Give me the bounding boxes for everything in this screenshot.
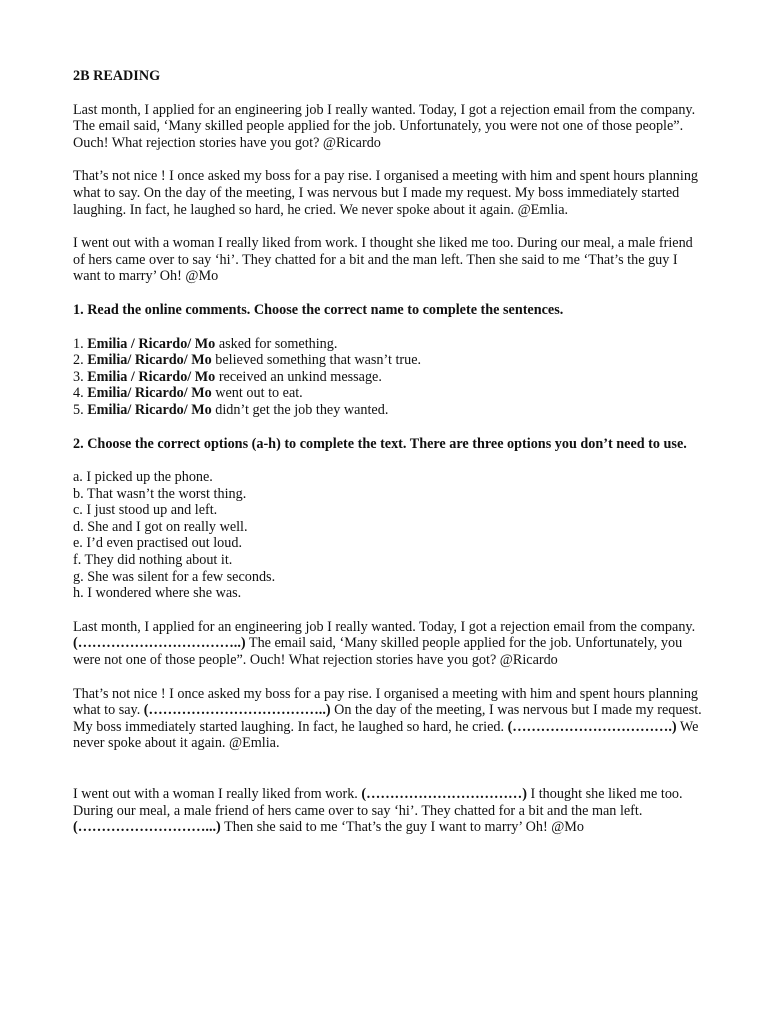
question-1-item [73,336,703,353]
gapped-text-segment: I went out with a woman I really liked from work. [73,786,362,802]
question-1-heading: 1. Read the online comments. Choose the correct name to complete the sentences. [73,301,564,318]
question-1-item [73,352,703,369]
gapped-text-emlia [73,686,703,752]
answer-gap: (………………………...) [73,819,221,836]
gapped-text-ricardo [73,619,703,669]
comment-mo: I went out with a woman I really liked from work. I thought she liked me too. During our meal, a male friend of hers came over to say ‘hi’. They chatted for a bit and the man left. Then she said to me ‘That’s the guy I want to marry’ Oh! @Mo [73,235,693,285]
item-number: 3. [73,368,84,385]
question-1-list [73,336,703,419]
gapped-text-mo [73,786,703,836]
option-item: f. They did nothing about it. [73,552,233,569]
item-number: 5. [73,401,84,418]
comment-ricardo: Last month, I applied for an engineering job I really wanted. Today, I got a rejection email from the company. The email said, ‘Many skilled people applied for the job. Unfortunately, you were not one of those people”. Ouch! What rejection stories have you got? @Ricardo [73,101,696,151]
gapped-text-segment: On the day of the meeting, I was nervous but I made my request. My boss immediately started laughing. In fact, he laughed so hard, he cried. [73,702,702,735]
item-text: went out to eat. [211,385,303,402]
answer-gap: (……………………………..) [73,635,246,652]
question-1-item [73,369,703,386]
item-number: 4. [73,385,84,402]
gapped-text-segment: Then she said to me ‘That’s the guy I want to marry’ Oh! @Mo [220,819,584,836]
name-choices: Emilia / Ricardo/ Mo [87,335,216,352]
answer-gap: (…………………………….) [507,718,677,735]
name-choices: Emilia/ Ricardo/ Mo [87,385,212,402]
item-number: 1. [73,335,84,352]
name-choices: Emilia/ Ricardo/ Mo [87,352,212,369]
answer-gap: (………………………………..) [143,702,331,719]
gapped-text-segment: We never spoke about it again. @Emlia. [73,718,699,752]
question-1-item [73,402,703,419]
item-text: asked for something. [215,335,338,352]
option-item: e. I’d even practised out loud. [73,535,243,552]
option-item: h. I wondered where she was. [73,585,242,602]
item-text: believed something that wasn’t true. [211,352,422,369]
gapped-text-segment: The email said, ‘Many skilled people applied for the job. Unfortunately, you were not one of those people”. Ouch! What rejection stories have you got? @Ricardo [73,635,683,669]
option-item: g. She was silent for a few seconds. [73,568,276,585]
item-text: received an unkind message. [215,368,382,385]
item-text: didn’t get the job they wanted. [211,401,389,418]
option-item: c. I just stood up and left. [73,502,218,519]
answer-gap: (……………………………) [361,786,527,802]
option-item: a. I picked up the phone. [73,469,213,486]
comment-emlia: That’s not nice ! I once asked my boss for a pay rise. I organised a meeting with him and spent hours planning what to say. On the day of the meeting, I was nervous but I made my request. My boss immediately started laughing. In fact, he laughed so hard, he cried. We never spoke about it again. @Emlia. [73,168,699,218]
option-item: b. That wasn’t the worst thing. [73,485,247,502]
gapped-text-segment: Last month, I applied for an engineering job I really wanted. Today, I got a rejection email from the company. [73,618,696,635]
item-number: 2. [73,352,84,369]
option-item: d. She and I got on really well. [73,518,248,535]
name-choices: Emilia / Ricardo/ Mo [87,368,216,385]
question-1-item [73,385,703,402]
gapped-text-segment: That’s not nice ! I once asked my boss for a pay rise. I organised a meeting with him and spent hours planning what to say. [73,685,699,719]
name-choices: Emilia/ Ricardo/ Mo [87,401,212,418]
gapped-text-segment: I thought she liked me too. During our meal, a male friend of hers came over to say ‘hi’. They chatted for a bit and the man left. [73,786,683,819]
question-2-heading: 2. Choose the correct options (a-h) to complete the text. There are three options you don’t need to use. [73,435,687,452]
worksheet-page [73,68,703,853]
page-title: 2B READING [73,68,161,84]
question-2-options [73,469,703,602]
